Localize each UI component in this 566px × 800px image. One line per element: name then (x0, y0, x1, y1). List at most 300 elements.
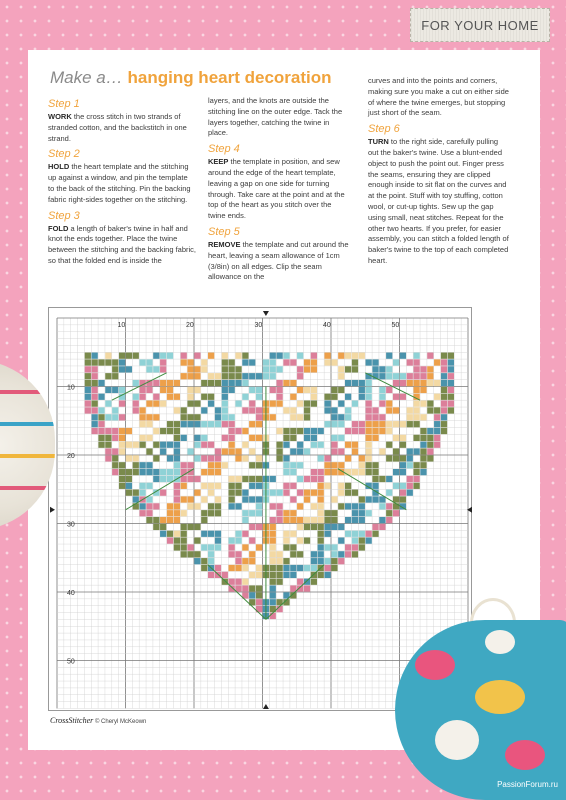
step-heading: Step 5 (208, 225, 240, 238)
stitch-square (366, 510, 372, 516)
stitch-square (256, 496, 262, 502)
stitch-square (393, 407, 399, 413)
stitch-square (345, 353, 351, 359)
stitch-square (338, 538, 344, 544)
stitch-square (215, 462, 221, 468)
stitch-square (146, 387, 152, 393)
stitch-square (256, 476, 262, 482)
stitch-square (366, 442, 372, 448)
stitch-square (345, 455, 351, 461)
stitch-square (270, 353, 276, 359)
stitch-square (400, 490, 406, 496)
stitch-square (194, 373, 200, 379)
stitch-square (270, 476, 276, 482)
instructions-column-3 (368, 76, 510, 269)
stitch-square (331, 558, 337, 564)
stitch-square (331, 435, 337, 441)
stitch-square (311, 490, 317, 496)
stitch-square (222, 579, 228, 585)
stitch-square (249, 435, 255, 441)
stitch-square (304, 366, 310, 372)
stitch-square (194, 435, 200, 441)
stitch-square (256, 435, 262, 441)
stitch-square (324, 469, 330, 475)
stitch-square (318, 538, 324, 544)
stitch-square (324, 565, 330, 571)
stitch-square (270, 599, 276, 605)
stitch-square (297, 353, 303, 359)
page-title (50, 68, 350, 88)
stitch-square (187, 476, 193, 482)
stitch-square (119, 469, 125, 475)
stitch-square (283, 544, 289, 550)
stitch-square (331, 517, 337, 523)
stitch-square (427, 442, 433, 448)
stitch-square (215, 448, 221, 454)
stitch-square (420, 373, 426, 379)
stitch-square (311, 359, 317, 365)
stitch-square (441, 353, 447, 359)
stitch-square (222, 414, 228, 420)
stitch-square (146, 469, 152, 475)
instructions-column-2 (208, 96, 350, 285)
stitch-square (448, 387, 454, 393)
row-tick-label: 20 (67, 453, 75, 460)
stitch-square (304, 565, 310, 571)
stitch-square (194, 366, 200, 372)
stitch-square (277, 551, 283, 557)
stitch-square (167, 442, 173, 448)
stitch-square (318, 531, 324, 537)
stitch-square (146, 462, 152, 468)
stitch-square (167, 353, 173, 359)
row-tick-label: 40 (67, 590, 75, 597)
stitch-square (270, 359, 276, 365)
stitch-square (119, 448, 125, 454)
stitch-square (140, 469, 146, 475)
stitch-square (112, 373, 118, 379)
stitch-square (318, 503, 324, 509)
stitch-square (277, 366, 283, 372)
stitch-square (297, 401, 303, 407)
stitch-square (256, 585, 262, 591)
stitch-square (133, 462, 139, 468)
stitch-square (229, 538, 235, 544)
stitch-square (160, 387, 166, 393)
stitch-square (304, 448, 310, 454)
stitch-square (283, 490, 289, 496)
stitch-square (229, 359, 235, 365)
stitch-square (194, 551, 200, 557)
stitch-square (153, 428, 159, 434)
stitch-square (133, 442, 139, 448)
stitch-square (420, 387, 426, 393)
stitch-square (407, 421, 413, 427)
stitch-square (229, 544, 235, 550)
stitch-square (277, 394, 283, 400)
stitch-square (277, 428, 283, 434)
credit-text: © Cheryl McKeown (94, 719, 147, 725)
stitch-square (345, 517, 351, 523)
stitch-square (379, 496, 385, 502)
stitch-square (229, 428, 235, 434)
stitch-square (208, 558, 214, 564)
stitch-square (393, 373, 399, 379)
stitch-square (366, 387, 372, 393)
stitch-square (263, 359, 269, 365)
stitch-square (448, 380, 454, 386)
stitch-square (133, 401, 139, 407)
stitch-square (338, 524, 344, 530)
stitch-square (427, 435, 433, 441)
stitch-square (181, 496, 187, 502)
stitch-square (290, 380, 296, 386)
stitch-square (297, 387, 303, 393)
stitch-square (359, 421, 365, 427)
stitch-square (92, 428, 98, 434)
stitch-square (181, 483, 187, 489)
stitch-square (201, 483, 207, 489)
stitch-square (311, 558, 317, 564)
stitch-square (256, 462, 262, 468)
stitch-square (105, 428, 111, 434)
stitch-square (119, 442, 125, 448)
stitch-square (297, 428, 303, 434)
stitch-square (140, 490, 146, 496)
stitch-square (414, 353, 420, 359)
stitch-square (407, 359, 413, 365)
stitch-square (194, 353, 200, 359)
stitch-square (140, 503, 146, 509)
stitch-square (222, 387, 228, 393)
stitch-square (215, 469, 221, 475)
stitch-square (372, 435, 378, 441)
stitch-square (235, 579, 241, 585)
step-text: TURN to the right side, carefully pulling out the baker's twine. Use a blunt-ended object to push the point out. Finger press the seams, ensuring they are clipped enough inside to sit flat on the curves and at the point. Stuff with toy stuffing, cotton wool, or cut-up tights. Sew up the gap using small, neat stitches. Repeat for the other two hearts. If you prefer, for easier assembly, you can stitch a folded length of baker's twine to the top of each completed heart. (368, 137, 509, 265)
stitch-square (215, 455, 221, 461)
stitch-square (167, 538, 173, 544)
stitch-square (304, 414, 310, 420)
stitch-square (311, 503, 317, 509)
stitch-square (256, 503, 262, 509)
stitch-square (420, 366, 426, 372)
stitch-square (311, 517, 317, 523)
stitch-square (338, 503, 344, 509)
stitch-square (174, 394, 180, 400)
stitch-square (441, 373, 447, 379)
stitch-square (126, 455, 132, 461)
stitch-square (434, 421, 440, 427)
instructions-column-1 (48, 94, 196, 269)
stitch-square (235, 428, 241, 434)
stitch-square (229, 366, 235, 372)
stitch-square (270, 531, 276, 537)
stitch-square (297, 565, 303, 571)
stitch-square (229, 387, 235, 393)
stitch-square (393, 394, 399, 400)
stitch-square (98, 428, 104, 434)
stitch-square (372, 359, 378, 365)
stitch-square (194, 538, 200, 544)
stitch-square (290, 572, 296, 578)
stitch-square (366, 448, 372, 454)
stitch-square (167, 517, 173, 523)
stitch-square (146, 496, 152, 502)
stitch-square (386, 455, 392, 461)
stitch-square (366, 428, 372, 434)
stitch-square (92, 380, 98, 386)
stitch-square (311, 469, 317, 475)
stitch-square (427, 380, 433, 386)
stitch-square (222, 435, 228, 441)
stitch-square (242, 531, 248, 537)
stitch-square (290, 531, 296, 537)
stitch-square (160, 476, 166, 482)
stitch-square (201, 544, 207, 550)
stitch-square (201, 435, 207, 441)
stitch-square (194, 387, 200, 393)
stitch-square (427, 373, 433, 379)
stitch-square (407, 373, 413, 379)
stitch-square (249, 592, 255, 598)
stitch-square (153, 442, 159, 448)
stitch-square (345, 442, 351, 448)
stitch-square (277, 442, 283, 448)
stitch-square (324, 558, 330, 564)
stitch-square (420, 435, 426, 441)
stitch-square (160, 490, 166, 496)
stitch-square (393, 359, 399, 365)
stitch-square (359, 380, 365, 386)
stitch-square (112, 448, 118, 454)
stitch-square (338, 462, 344, 468)
stitch-square (318, 496, 324, 502)
stitch-square (297, 462, 303, 468)
stitch-square (393, 455, 399, 461)
stitch-square (379, 387, 385, 393)
stitch-square (297, 524, 303, 530)
stitch-square (215, 380, 221, 386)
stitch-square (338, 421, 344, 427)
stitch-square (92, 373, 98, 379)
stitch-square (427, 448, 433, 454)
stitch-square (338, 373, 344, 379)
stitch-square (181, 359, 187, 365)
stitch-square (352, 538, 358, 544)
stitch-square (222, 394, 228, 400)
stitch-square (181, 524, 187, 530)
stitch-square (167, 455, 173, 461)
stitch-square (187, 373, 193, 379)
stitch-square (187, 496, 193, 502)
stitch-square (112, 455, 118, 461)
stitch-square (140, 483, 146, 489)
stitch-square (407, 407, 413, 413)
stitch-square (249, 407, 255, 413)
stitch-square (372, 469, 378, 475)
stitch-square (372, 366, 378, 372)
stitch-square (414, 435, 420, 441)
stitch-square (304, 359, 310, 365)
stitch-square (324, 359, 330, 365)
stitch-square (229, 503, 235, 509)
stitch-square (98, 421, 104, 427)
stitch-square (105, 401, 111, 407)
stitch-square (235, 538, 241, 544)
stitch-square (345, 414, 351, 420)
stitch-square (366, 407, 372, 413)
stitch-square (160, 531, 166, 537)
stitch-square (366, 538, 372, 544)
stitch-square (393, 469, 399, 475)
stitch-square (345, 531, 351, 537)
stitch-square (427, 455, 433, 461)
stitch-square (352, 469, 358, 475)
stitch-square (181, 538, 187, 544)
stitch-square (242, 558, 248, 564)
stitch-square (187, 359, 193, 365)
stitch-square (215, 503, 221, 509)
stitch-square (400, 442, 406, 448)
stitch-square (338, 483, 344, 489)
stitch-square (359, 462, 365, 468)
stitch-square (318, 455, 324, 461)
stitch-square (85, 394, 91, 400)
stitch-square (290, 435, 296, 441)
stitch-square (277, 455, 283, 461)
stitch-square (304, 435, 310, 441)
stitch-square (235, 455, 241, 461)
stitch-square (249, 483, 255, 489)
stitch-square (92, 407, 98, 413)
stitch-square (290, 407, 296, 413)
stitch-square (222, 353, 228, 359)
stitch-square (249, 510, 255, 516)
stitch-square (386, 510, 392, 516)
stitch-square (283, 558, 289, 564)
stitch-square (400, 394, 406, 400)
stitch-square (187, 551, 193, 557)
stitch-square (160, 448, 166, 454)
stitch-square (277, 510, 283, 516)
stitch-square (194, 455, 200, 461)
stitch-square (290, 428, 296, 434)
stitch-square (434, 359, 440, 365)
stitch-square (229, 490, 235, 496)
stitch-square (201, 366, 207, 372)
stitch-square (345, 503, 351, 509)
stitch-square (153, 503, 159, 509)
stitch-square (160, 469, 166, 475)
stitch-square (420, 428, 426, 434)
stitch-square (359, 455, 365, 461)
stitch-square (133, 394, 139, 400)
stitch-square (201, 442, 207, 448)
stitch-square (270, 565, 276, 571)
stitch-square (215, 407, 221, 413)
stitch-square (174, 503, 180, 509)
stitch-square (249, 448, 255, 454)
stitch-square (249, 401, 255, 407)
stitch-square (379, 414, 385, 420)
stitch-square (311, 524, 317, 530)
stitch-square (249, 572, 255, 578)
stitch-square (249, 538, 255, 544)
stitch-square (153, 380, 159, 386)
stitch-square (140, 407, 146, 413)
stitch-square (167, 421, 173, 427)
stitch-square (153, 469, 159, 475)
stitch-square (119, 476, 125, 482)
stitch-square (174, 421, 180, 427)
stitch-square (235, 503, 241, 509)
stitch-square (311, 394, 317, 400)
stitch-square (352, 517, 358, 523)
centre-marker-top (263, 311, 269, 316)
stitch-square (194, 442, 200, 448)
stitched-heart-photo-right (395, 620, 566, 800)
stitch-square (283, 353, 289, 359)
stitch-square (201, 469, 207, 475)
stitch-square (229, 435, 235, 441)
stitch-square (400, 455, 406, 461)
stitch-square (112, 387, 118, 393)
stitch-square (222, 462, 228, 468)
stitch-square (338, 366, 344, 372)
stitch-square (256, 387, 262, 393)
chart-grid (49, 308, 473, 712)
stitch-square (112, 435, 118, 441)
stitch-square (277, 380, 283, 386)
stitch-square (414, 462, 420, 468)
stitch-square (372, 428, 378, 434)
stitch-square (235, 401, 241, 407)
stitch-square (242, 394, 248, 400)
stitch-square (318, 551, 324, 557)
stitch-square (414, 387, 420, 393)
row-tick-label: 30 (67, 521, 75, 529)
stitch-square (304, 585, 310, 591)
stitch-square (146, 414, 152, 420)
stitch-square (263, 373, 269, 379)
stitch-square (140, 359, 146, 365)
stitch-square (414, 448, 420, 454)
stitch-square (324, 353, 330, 359)
stitch-square (194, 524, 200, 530)
stitch-square (290, 448, 296, 454)
stitch-square (92, 359, 98, 365)
stitch-square (304, 387, 310, 393)
stitch-square (256, 407, 262, 413)
stitch-square (229, 483, 235, 489)
stitch-square (126, 490, 132, 496)
stitch-square (133, 496, 139, 502)
stitch-square (174, 435, 180, 441)
stitch-square (318, 510, 324, 516)
stitch-square (112, 469, 118, 475)
step-heading: Step 4 (208, 143, 240, 156)
stitch-square (194, 490, 200, 496)
stitch-square (407, 476, 413, 482)
stitch-square (414, 483, 420, 489)
step-text: HOLD the heart template and the stitching up against a window, and pin the template to the back of the stitching. Pin the backing fabric right-sides together on the stitching. (48, 162, 191, 204)
stitch-square (434, 414, 440, 420)
stitch-square (187, 544, 193, 550)
stitch-square (119, 462, 125, 468)
stitch-square (283, 380, 289, 386)
stitch-square (160, 380, 166, 386)
stitch-square (85, 373, 91, 379)
